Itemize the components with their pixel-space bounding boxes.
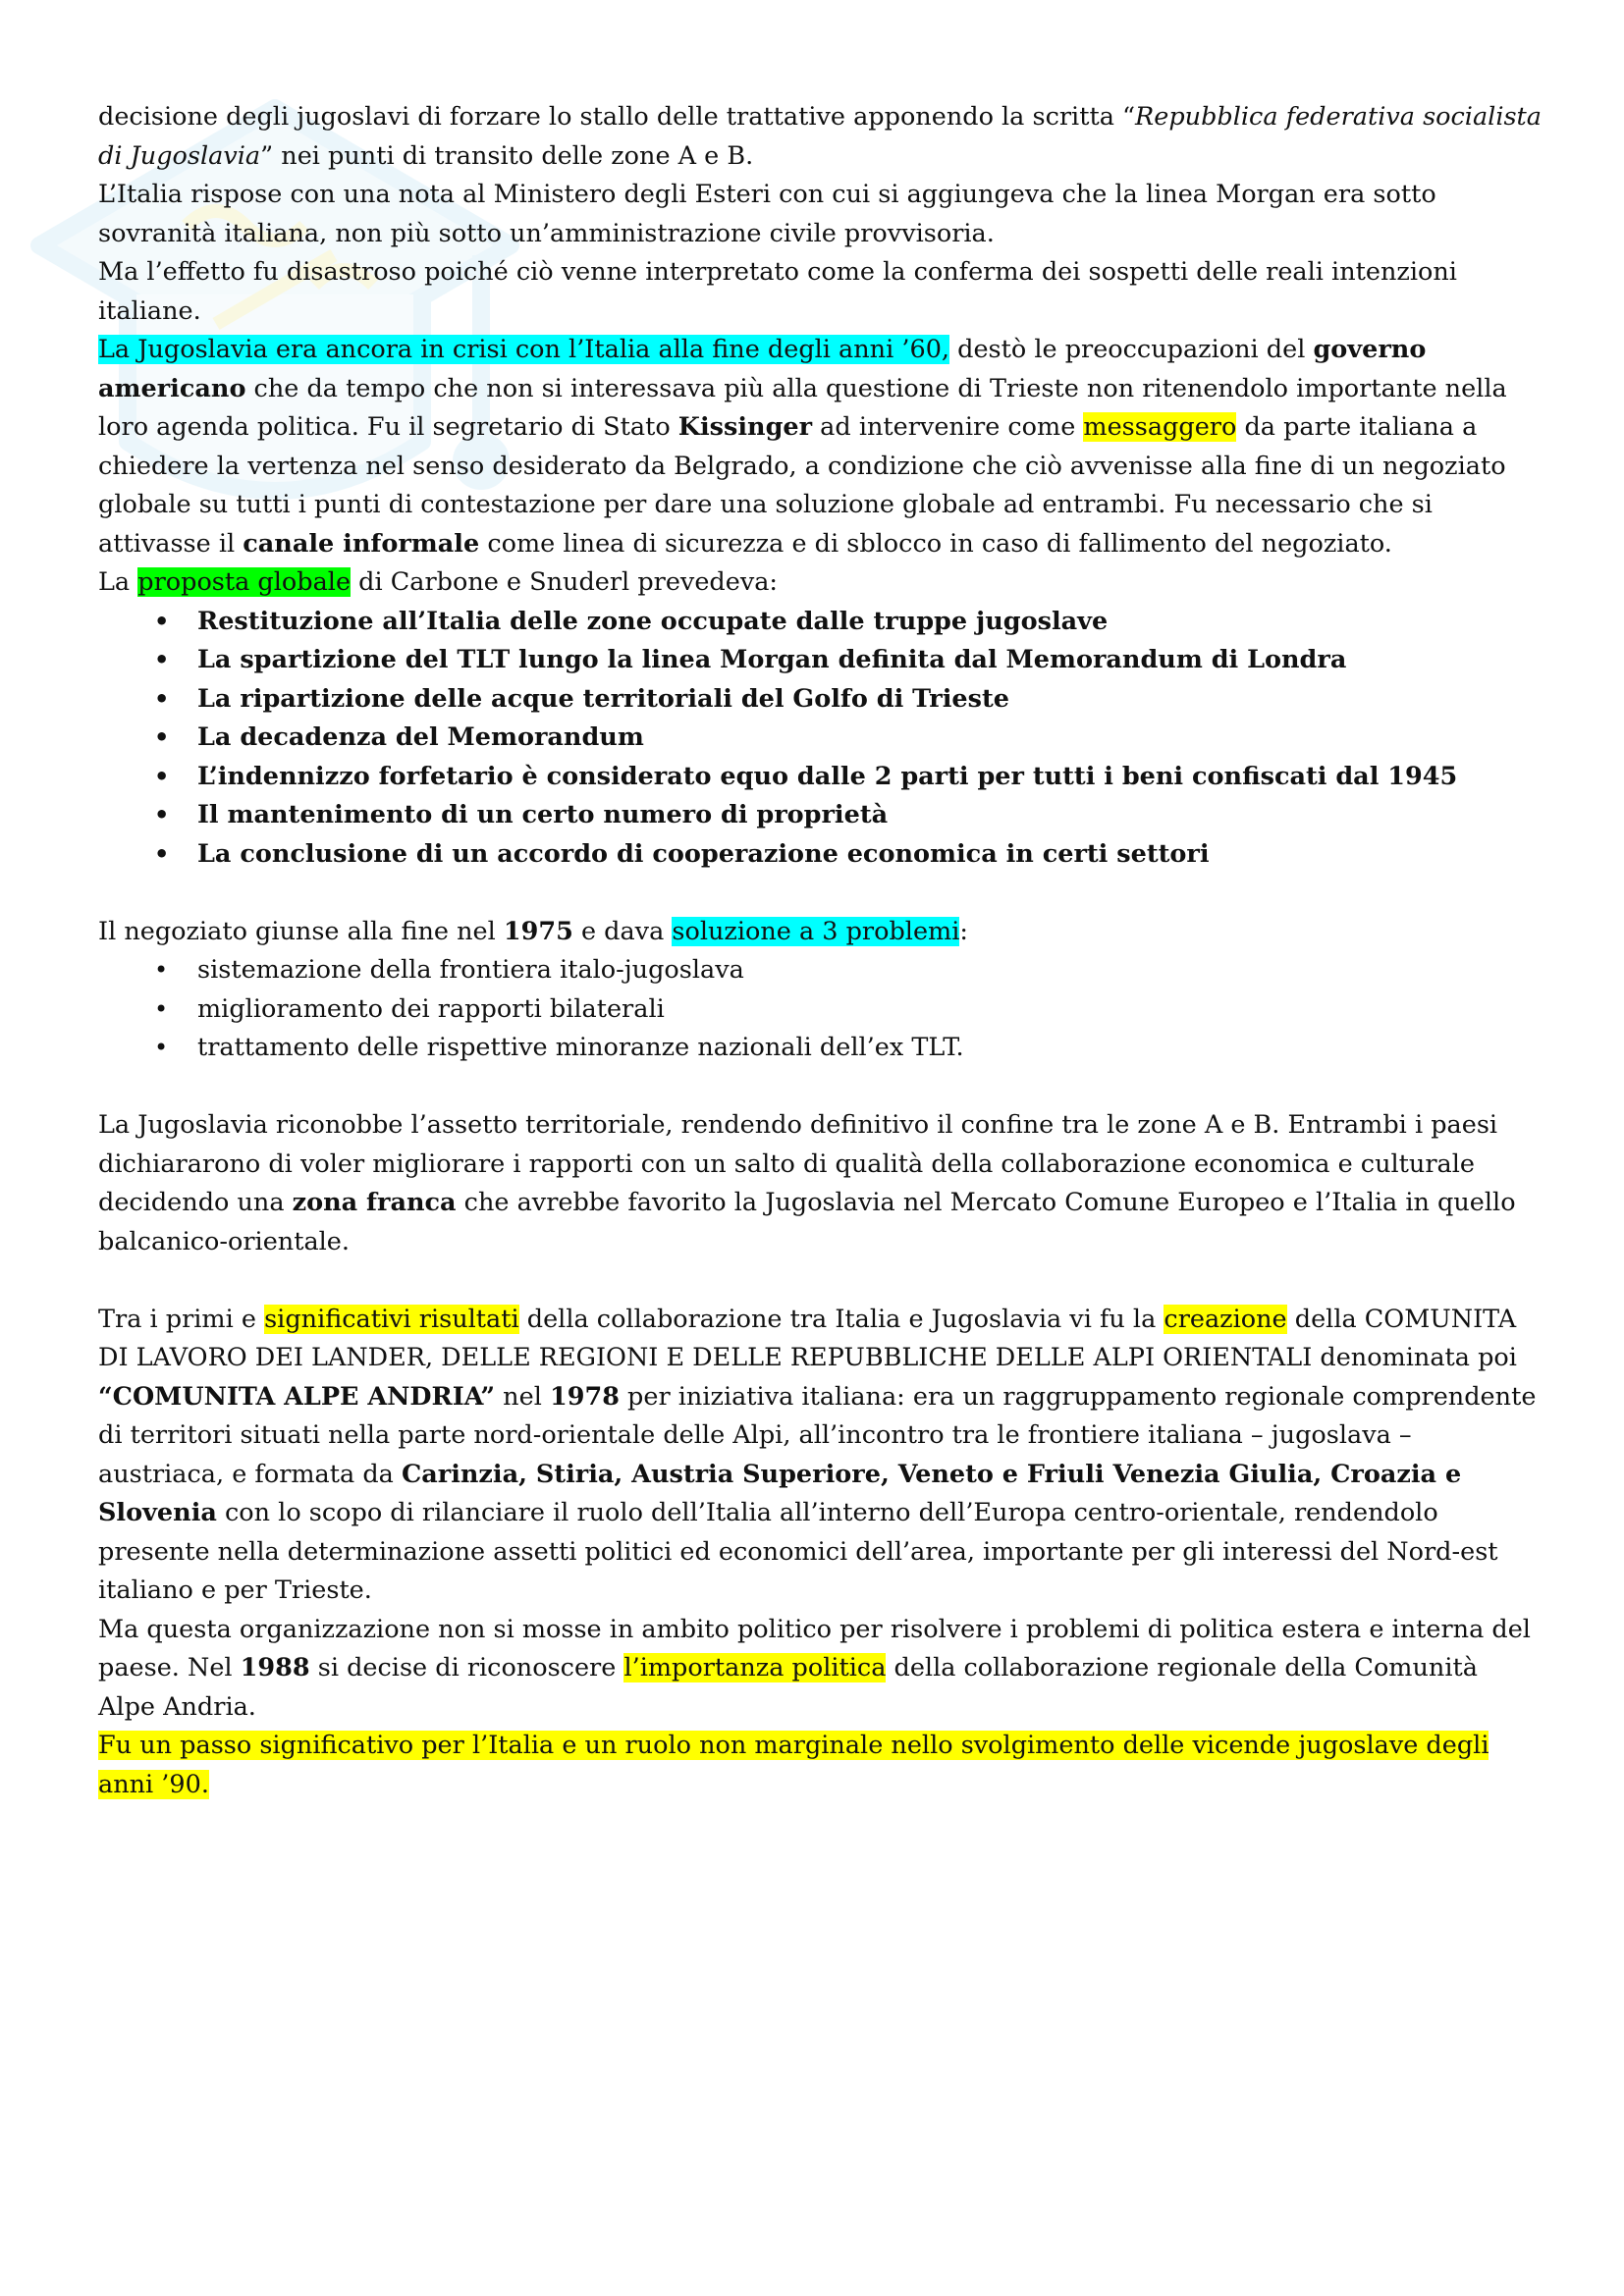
- bold-text: 1978: [549, 1381, 620, 1412]
- text: e dava: [572, 916, 673, 946]
- text: nel: [495, 1381, 550, 1412]
- highlight-cyan: soluzione a 3 problemi: [672, 916, 960, 946]
- text: con lo scopo di rilanciare il ruolo dell’Italia all’interno dell’Europa centro-orientale, rendendolo presente nella determinazione assetti politici ed economici dell’area, importante per gli interessi del Nord-est italiano e per Trieste.: [98, 1498, 1498, 1605]
- list-item: • La conclusione di un accordo di cooperazione economica in certi settori: [197, 835, 1542, 875]
- text: :: [959, 916, 968, 946]
- text: di Carbone e Snuderl prevedeva:: [351, 567, 779, 597]
- text: che avrebbe favorito la Jugoslavia nel Mercato Comune Europeo e l’Italia in quello balcanico-orientale.: [98, 1188, 1516, 1256]
- text: da parte italiana a chiedere la vertenza nel senso desiderato da Belgrado, a condizione che ciò avvenisse alla fine di un negoziato globale su tutti i punti di contestazione per dare una soluzione globale ad entrambi. Fu necessario che si attivasse il: [98, 412, 1506, 559]
- text: Il negoziato giunse alla fine nel: [98, 916, 504, 946]
- list-item: • Il mantenimento di un certo numero di proprietà: [197, 796, 1542, 835]
- text: per iniziativa italiana: era un raggruppamento regionale comprendente di territori situati nella parte nord-orientale delle Alpi, all’incontro tra le frontiere italiana – jugoslava – austriaca, e formata da: [98, 1381, 1537, 1489]
- spacer: [98, 1261, 1542, 1301]
- list-item: • miglioramento dei rapporti bilaterali: [197, 990, 1542, 1030]
- bold-text: Kissinger: [677, 412, 813, 442]
- text: si decise di riconoscere: [309, 1653, 624, 1682]
- bold-text: Carinzia, Stiria, Austria Superiore, Veneto e Friuli Venezia Giulia, Croazia e Slovenia: [98, 1459, 1462, 1527]
- bold-text: canale informale: [243, 528, 480, 559]
- highlight-yellow: significativi risultati: [264, 1304, 519, 1334]
- text: ad intervenire come: [812, 412, 1084, 442]
- paragraph-italian-note: L’Italia rispose con una nota al Ministero degli Esteri con cui si aggiungeva che la linea Morgan era sotto sovranità italiana, non più sotto un’amministrazione civile provvisoria.: [98, 180, 1436, 248]
- list-item: • L’indennizzo forfetario è considerato equo dalle 2 parti per tutti i beni confiscati dal 1945: [197, 758, 1542, 797]
- bold-text: 1988: [240, 1653, 310, 1682]
- bold-text: zona franca: [292, 1188, 457, 1217]
- spacer: [98, 874, 1542, 913]
- paragraph-conclusion: [98, 1727, 1542, 1804]
- highlight-green: proposta globale: [137, 567, 352, 597]
- text: come linea di sicurezza e di sblocco in caso di fallimento del negoziato.: [479, 528, 1392, 559]
- highlight-yellow: l’importanza politica: [623, 1653, 887, 1682]
- bold-text: “COMUNITA ALPE ANDRIA”: [98, 1381, 496, 1412]
- highlight-cyan: La Jugoslavia era ancora in crisi con l’Italia alla fine degli anni ’60,: [98, 335, 950, 364]
- text: La: [98, 567, 138, 597]
- paragraph-negoziato-1975: [98, 913, 1542, 952]
- highlight-yellow: creazione: [1164, 1304, 1287, 1334]
- paragraph-kissinger: [98, 331, 1542, 563]
- paragraph-alpe-andria: [98, 1301, 1542, 1611]
- paragraph-effect: Ma l’effetto fu disastroso poiché ciò venne interpretato come la conferma dei sospetti delle reali intenzioni italiane.: [98, 257, 1457, 326]
- list-item: • sistemazione della frontiera italo-jugoslava: [197, 951, 1542, 990]
- problemi-list: [98, 951, 1542, 1068]
- document-body: [98, 98, 1542, 1804]
- text: destò le preoccupazioni del: [949, 335, 1314, 364]
- text: che da tempo che non si interessava più alla questione di Trieste non ritenendolo importante nella loro agenda politica. Fu il segretario di Stato: [98, 373, 1507, 442]
- paragraph-transit-points: [98, 98, 1542, 176]
- list-item: • La spartizione del TLT lungo la linea Morgan definita dal Memorandum di Londra: [197, 641, 1542, 680]
- proposta-list: [98, 603, 1542, 875]
- text: ” nei punti di transito delle zone A e B.: [260, 140, 754, 171]
- text: della COMUNITA DI LAVORO DEI LANDER, DELLE REGIONI E DELLE REPUBBLICHE DELLE ALPI ORIENTALI denominata poi: [98, 1304, 1517, 1372]
- text: Tra i primi e: [98, 1304, 265, 1334]
- highlight-yellow: messaggero: [1083, 412, 1237, 442]
- paragraph-proposta-intro: [98, 563, 1542, 603]
- spacer: [98, 1068, 1542, 1107]
- italic-text: Repubblica federativa socialista di Jugoslavia: [98, 102, 1543, 171]
- text: della collaborazione regionale della Comunità Alpe Andria.: [98, 1653, 1478, 1722]
- text: Ma questa organizzazione non si mosse in ambito politico per risolvere i problemi di politica estera e interna del paese. Nel: [98, 1614, 1531, 1682]
- paragraph-assetto-territoriale: [98, 1106, 1542, 1261]
- text: La Jugoslavia riconobbe l’assetto territoriale, rendendo definitivo il confine tra le zone A e B. Entrambi i paesi dichiararono di voler migliorare i rapporti con un salto di qualità della collaborazione economica e culturale decidendo una: [98, 1110, 1498, 1217]
- bold-text: governo americano: [98, 335, 1427, 403]
- list-item: • Restituzione all’Italia delle zone occupate dalle truppe jugoslave: [197, 603, 1542, 642]
- list-item: • La ripartizione delle acque territoriali del Golfo di Trieste: [197, 680, 1542, 720]
- paragraph-1988: [98, 1611, 1542, 1728]
- text: decisione degli jugoslavi di forzare lo stallo delle trattative apponendo la scritta “: [98, 102, 1136, 132]
- list-item: • trattamento delle rispettive minoranze nazionali dell’ex TLT.: [197, 1029, 1542, 1068]
- bold-text: 1975: [503, 916, 573, 946]
- text: della collaborazione tra Italia e Jugoslavia vi fu la: [518, 1304, 1164, 1334]
- list-item: • La decadenza del Memorandum: [197, 719, 1542, 758]
- highlight-yellow: Fu un passo significativo per l’Italia e un ruolo non marginale nello svolgimento delle vicende jugoslave degli anni ’90.: [98, 1731, 1489, 1799]
